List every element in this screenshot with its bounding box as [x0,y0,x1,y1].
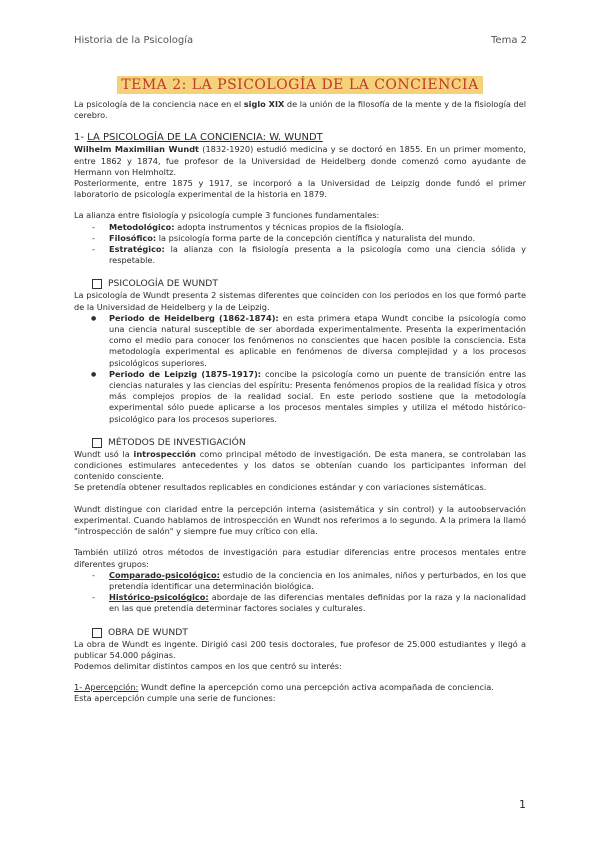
item-label: Comparado-psicológico: [109,569,220,580]
psicologia-paragraph: La psicología de Wundt presenta 2 sistemas diferentes que coinciden con los periodos en los que formó parte de la Universidad de Heidelberg y la de Leipzig. [74,290,526,312]
apercepcion-paragraph [74,682,526,693]
obra-heading-text: OBRA DE WUNDT [108,626,188,638]
funciones-apercepcion-paragraph: Esta apercepción cumple una serie de funciones: [74,693,276,704]
intro-bold: siglo XIX [243,99,285,109]
item-text: en esta primera etapa Wundt concibe la psicología como una ciencia natural susceptible de ser abordada experimentalmente. Presenta la experimentación como el medio para conocer los fenómenos no conscientes que hacen posible la consciencia. Esta metodología experimental es aplicable en fenómenos de diversa complejidad y a los procesos psicológicos superiores. [109,312,526,368]
item-label: Histórico-psicológico: [109,592,209,603]
periodos-list [74,313,526,425]
funciones-list [74,222,526,267]
leipzig-paragraph: Posteriormente, entre 1875 y 1917, se incorporó a la Universidad de Leipzig donde fundó el primer laboratorio de psicología experimental de la historia en 1879. [74,178,526,200]
section-1-title: LA PSICOLOGÍA DE LA CONCIENCIA: W. WUNDT [87,132,323,144]
list-item [74,369,526,425]
psicologia-heading [74,278,526,290]
item-label: Filosófico: [109,232,157,243]
introspeccion-term: introspección [133,448,196,459]
percepcion-paragraph: Wundt distingue con claridad entre la percepción interna (asistemática y sin control) y la autoobservación experimental. Cuando hablamos de introspección en Wundt nos referimos a lo segundo. A la primera la llamó "introspección de salón" y siempre fue muy crítico con ella. [74,503,526,537]
checkbox-icon [92,279,102,289]
intro-text-2: de la unión de la filosofía de la mente y de la fisiología del cerebro. [74,99,526,121]
introspeccion-paragraph [74,449,526,483]
list-item [74,313,526,369]
metodos-list [74,570,526,615]
item-text: la psicología forma parte de la concepción científica y naturalista del mundo. [156,232,476,243]
item-text: abordaje de las diferencias mentales definidas por la raza y la nacionalidad en las que pretendía determinar factores sociales y culturales. [109,592,526,614]
metodos-heading-text: MÉTODOS DE INVESTIGACIÓN [108,436,246,448]
text: Wundt usó la [74,448,134,459]
item-label: Estratégico: [109,244,165,255]
obra-paragraph: La obra de Wundt es ingente. Dirigió casi 200 tesis doctorales, fue profesor de 25.000 estudiantes y llegó a publicar 54.000 páginas. [74,638,526,660]
item-text: concibe la psicología como un puente de transición entre las ciencias naturales y las ciencias del espíritu: Presenta fenómenos propios de la realidad física y otros más complejos propios de la realidad social. En este periodo sostiene que la metodología experimental sólo puede aplicarse a los procesos mentales simples y utiliza el método histórico-psicológico para los procesos superiores. [109,368,526,424]
metodos-heading [74,437,526,449]
list-item [74,244,526,266]
checkbox-icon [92,628,102,638]
wundt-bio-text: (1832-1920) estudió medicina y se doctoró en 1855. En un primer momento, entre 1862 y 1874, fue profesor de la Universidad de Heidelberg donde comenzó como ayudante de Hermann von Helmholtz. [74,144,526,177]
text: como principal método de investigación. De esta manera, se controlaban las condiciones estimulares antecedentes y los datos se obtenían cuando los participantes informan del contenido consciente. [74,448,527,482]
section-1-heading [74,131,526,144]
apercepcion-label: 1- Apercepción: [74,682,139,693]
item-label: Periodo de Heidelberg (1862-1874): [109,312,279,323]
intro-text-1: La psicología de la conciencia nace en el [74,99,244,109]
item-text: adopta instrumentos y técnicas propios de la fisiología. [174,221,404,232]
obra-heading [74,627,526,639]
campos-paragraph: Podemos delimitar distintos campos en los que centró su interés: [74,660,342,671]
checkbox-icon [92,438,102,448]
running-header-left: Historia de la Psicología [74,35,194,46]
psicologia-heading-text: PSICOLOGÍA DE WUNDT [108,278,218,290]
list-item [74,592,526,614]
page-title: TEMA 2: LA PSICOLOGÍA DE LA CONCIENCIA [117,76,482,94]
item-label: Periodo de Leipzig (1875-1917): [109,368,262,379]
list-item [74,233,526,244]
list-item [74,222,526,233]
alianza-paragraph: La alianza entre fisiología y psicología cumple 3 funciones fundamentales: [74,210,380,221]
running-header-right: Tema 2 [491,35,527,46]
page-number: 1 [519,798,526,811]
wundt-bio-paragraph [74,144,526,178]
wundt-name: Wilhelm Maximilian Wundt [74,144,199,155]
otros-metodos-paragraph: También utilizó otros métodos de investigación para estudiar diferencias entre procesos mentales entre diferentes grupos: [74,547,526,569]
item-label: Metodológico: [109,221,175,232]
title-wrapper [0,74,600,94]
intro-paragraph [74,99,526,121]
document-body [74,99,526,705]
item-text: estudio de la conciencia en los animales, niños y perturbados, en los que pretendía identificar una determinación biológica. [109,569,526,591]
section-1-number: 1- [74,132,88,144]
item-text: la alianza con la fisiología presenta a la psicología como una ciencia sólida y respetable. [109,244,526,266]
list-item [74,570,526,592]
apercepcion-text: Wundt define la apercepción como una percepción activa acompañada de conciencia. [138,682,494,693]
replicables-paragraph: Se pretendía obtener resultados replicables en condiciones estándar y con variaciones sistemáticas. [74,482,487,493]
